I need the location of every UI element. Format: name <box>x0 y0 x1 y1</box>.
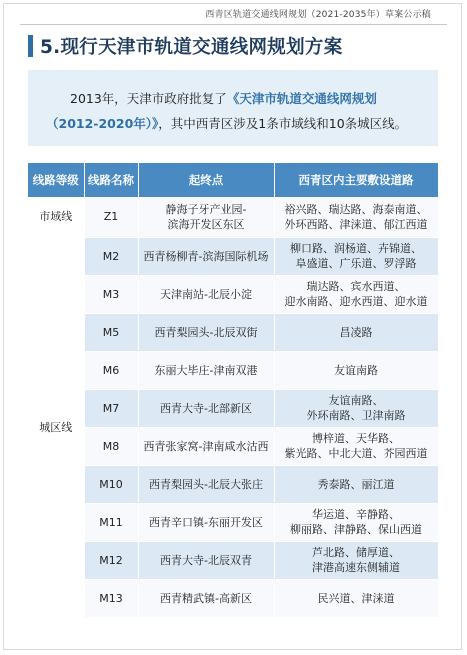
terminals-cell: 西青梨园头-北辰双街 <box>138 313 274 351</box>
header-divider <box>20 24 447 25</box>
roads-cell: 昌凌路 <box>274 313 438 351</box>
line-name-cell: M11 <box>84 503 138 541</box>
line-name-cell: M6 <box>84 351 138 389</box>
header-level: 线路等级 <box>28 163 84 197</box>
roads-cell: 博梓道、天华路、 紫光路、中北大道、芥园西道 <box>274 427 438 465</box>
roads-cell: 秀泰路、丽江道 <box>274 465 438 503</box>
line-name-cell: M7 <box>84 389 138 427</box>
table-row <box>28 541 438 579</box>
terminals-cell: 西青大寺-北部新区 <box>138 389 274 427</box>
level-cell-urban: 城区线 <box>28 237 84 617</box>
intro-prefix: 2013年，天津市政府批复了 <box>70 91 227 106</box>
line-name-cell: M10 <box>84 465 138 503</box>
terminals-cell: 西青大寺-北辰双青 <box>138 541 274 579</box>
terminals-cell: 西青精武镇-高新区 <box>138 579 274 617</box>
table-row <box>28 313 438 351</box>
line-name-cell: Z1 <box>84 197 138 237</box>
roads-cell: 芦北路、储厚道、 津港高速东侧辅道 <box>274 541 438 579</box>
intro-paragraph <box>46 86 426 136</box>
intro-box <box>28 70 438 146</box>
table-row <box>28 503 438 541</box>
roads-cell: 裕兴路、瑞达路、海泰南道、 外环西路、津涞道、郁江西道 <box>274 197 438 237</box>
roads-cell: 华运道、辛静路、 柳丽路、津静路、保山西道 <box>274 503 438 541</box>
table-row <box>28 197 438 237</box>
terminals-cell: 西青张家窝-津南咸水沽西 <box>138 427 274 465</box>
line-name-cell: M3 <box>84 275 138 313</box>
terminals-cell: 东丽大毕庄-津南双港 <box>138 351 274 389</box>
table-row <box>28 579 438 617</box>
roads-cell: 瑞达路、宾水西道、 迎水南路、迎水西道、迎水道 <box>274 275 438 313</box>
route-table <box>28 163 439 618</box>
line-name-cell: M13 <box>84 579 138 617</box>
intro-suffix: ，其中西青区涉及1条市域线和10条城区线。 <box>158 116 408 131</box>
table-row <box>28 351 438 389</box>
terminals-cell: 西青杨柳青-滨海国际机场 <box>138 237 274 275</box>
level-cell-city: 市域线 <box>28 197 84 237</box>
table-row <box>28 275 438 313</box>
running-header: 西青区轨道交通线网规划（2021-2035年）草案公示稿 <box>205 10 431 20</box>
table-header-row <box>28 163 438 197</box>
intro-plan-name: 《天津市轨道交通线网规划（2012-2020年）》 <box>46 91 377 131</box>
header-terminals: 起终点 <box>138 163 274 197</box>
table-row <box>28 237 438 275</box>
roads-cell: 民兴道、津涞道 <box>274 579 438 617</box>
roads-cell: 友谊南路、 外环南路、卫津南路 <box>274 389 438 427</box>
section-title: 5.现行天津市轨道交通线网规划方案 <box>40 37 343 58</box>
roads-cell: 柳口路、润杨道、卉锦道、 阜盛道、广乐道、罗浮路 <box>274 237 438 275</box>
header-line: 线路名称 <box>84 163 138 197</box>
line-name-cell: M5 <box>84 313 138 351</box>
line-name-cell: M2 <box>84 237 138 275</box>
table-row <box>28 427 438 465</box>
route-table-body <box>28 197 438 617</box>
title-accent-bar <box>28 35 33 57</box>
terminals-cell: 天津南站-北辰小淀 <box>138 275 274 313</box>
terminals-cell: 西青梨园头-北辰大张庄 <box>138 465 274 503</box>
terminals-cell: 静海子牙产业园- 滨海开发区东区 <box>138 197 274 237</box>
table-row <box>28 465 438 503</box>
table-row <box>28 389 438 427</box>
roads-cell: 友谊南路 <box>274 351 438 389</box>
line-name-cell: M8 <box>84 427 138 465</box>
terminals-cell: 西青辛口镇-东丽开发区 <box>138 503 274 541</box>
line-name-cell: M12 <box>84 541 138 579</box>
header-roads: 西青区内主要敷设道路 <box>274 163 438 197</box>
